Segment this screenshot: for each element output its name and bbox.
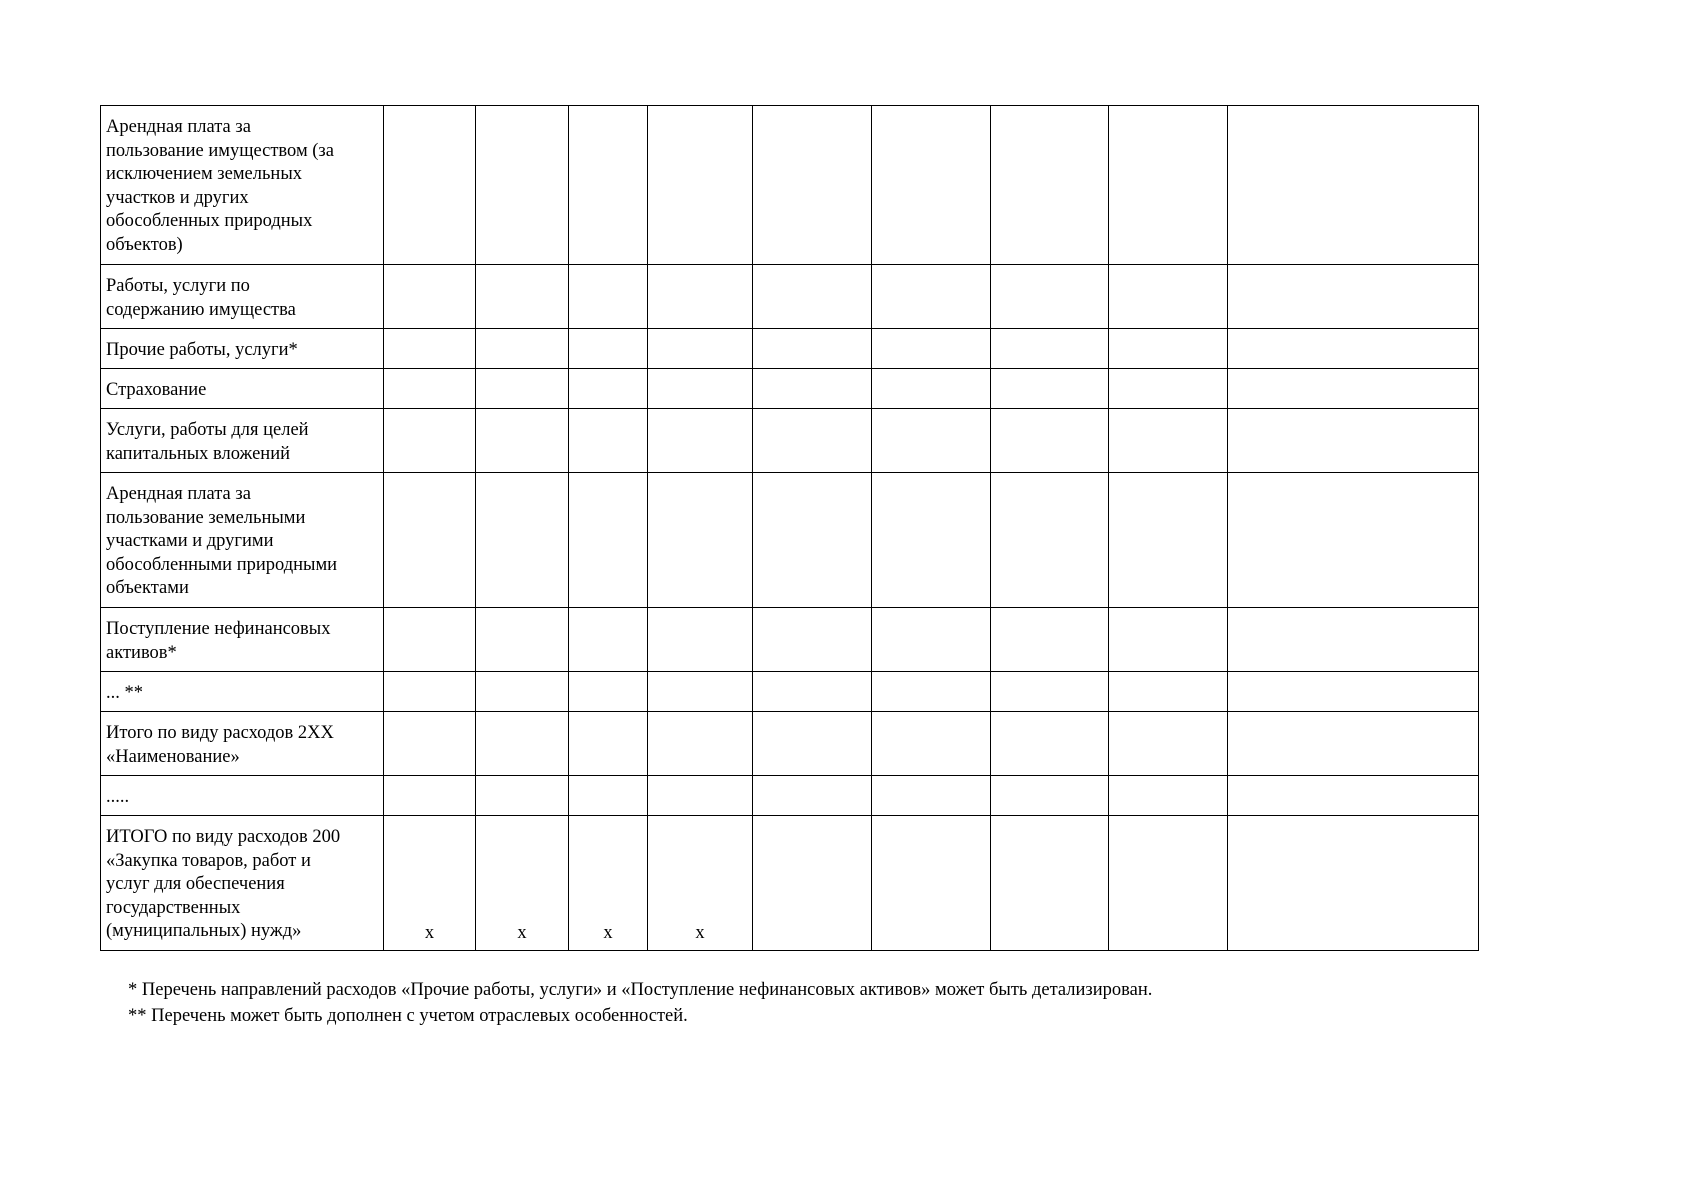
value-cell — [569, 409, 648, 473]
value-cell: x — [476, 816, 569, 951]
value-cell — [476, 608, 569, 672]
row-label-line: Арендная плата за — [106, 117, 251, 137]
value-cell — [872, 265, 991, 329]
value-cell — [569, 608, 648, 672]
row-label-line: объектов) — [106, 234, 183, 255]
value-cell — [1109, 712, 1228, 776]
value-cell — [648, 672, 753, 712]
value-cell — [753, 776, 872, 816]
value-cell — [753, 106, 872, 265]
row-label-cell — [101, 672, 384, 712]
row-label-cell — [101, 776, 384, 816]
value-cell — [872, 608, 991, 672]
value-cell — [476, 265, 569, 329]
value-cell — [476, 672, 569, 712]
expense-table — [100, 105, 1479, 951]
value-cell — [1228, 672, 1479, 712]
value-cell — [384, 776, 476, 816]
row-label-line: «Закупка товаров, работ и — [106, 850, 311, 871]
value-cell — [476, 473, 569, 608]
value-cell — [384, 329, 476, 369]
value-cell — [753, 409, 872, 473]
value-cell — [1109, 106, 1228, 265]
row-label-line: обособленными природными — [106, 554, 338, 575]
value-cell — [648, 473, 753, 608]
value-cell — [569, 369, 648, 409]
row-label-line: (муниципальных) нужд» — [106, 921, 302, 941]
value-cell — [753, 712, 872, 776]
table-row — [101, 409, 1479, 473]
value-cell — [648, 369, 753, 409]
value-cell — [753, 816, 872, 951]
row-label-line: Услуги, работы для целей — [106, 420, 309, 440]
row-label-line: пользование имуществом (за — [106, 140, 334, 161]
value-cell — [476, 106, 569, 265]
value-cell — [872, 409, 991, 473]
table-body — [101, 106, 1479, 951]
value-cell — [872, 672, 991, 712]
value-cell: x — [648, 816, 753, 951]
table-row — [101, 816, 1479, 951]
value-cell — [569, 672, 648, 712]
table-row — [101, 712, 1479, 776]
table-row — [101, 106, 1479, 265]
row-label-line: услуг для обеспечения — [106, 874, 285, 894]
value-cell — [872, 329, 991, 369]
row-label-line: государственных — [106, 897, 241, 918]
row-label-line: ..... — [106, 787, 130, 807]
row-label-line: Поступление нефинансовых — [106, 619, 331, 639]
table-row — [101, 608, 1479, 672]
value-cell — [872, 816, 991, 951]
value-cell — [991, 672, 1109, 712]
value-cell — [991, 776, 1109, 816]
row-label-line: объектами — [106, 578, 189, 598]
value-cell — [753, 473, 872, 608]
value-cell — [1109, 329, 1228, 369]
row-label-cell — [101, 369, 384, 409]
row-label-line: Прочие работы, услуги* — [106, 340, 298, 360]
value-cell — [1109, 776, 1228, 816]
value-cell — [569, 329, 648, 369]
value-cell — [872, 712, 991, 776]
value-cell — [648, 608, 753, 672]
table-row — [101, 776, 1479, 816]
value-cell — [1109, 409, 1228, 473]
value-cell — [476, 776, 569, 816]
row-label-cell — [101, 473, 384, 608]
table-row — [101, 473, 1479, 608]
value-cell — [1109, 672, 1228, 712]
value-cell — [991, 329, 1109, 369]
row-label-line: ... ** — [106, 683, 143, 703]
footnote-1: * Перечень направлений расходов «Прочие работы, услуги» и «Поступление нефинансовых активов» может быть детализирован. — [128, 980, 1153, 1000]
value-cell — [569, 776, 648, 816]
value-cell — [384, 265, 476, 329]
value-cell — [476, 712, 569, 776]
value-cell — [1109, 265, 1228, 329]
value-cell — [1228, 816, 1479, 951]
row-label-line: исключением земельных — [106, 164, 302, 184]
row-label-line: активов* — [106, 642, 177, 663]
value-cell — [648, 106, 753, 265]
value-cell — [1109, 369, 1228, 409]
value-cell: x — [384, 816, 476, 951]
value-cell — [991, 816, 1109, 951]
value-cell — [1109, 608, 1228, 672]
value-cell — [384, 712, 476, 776]
row-label-cell — [101, 816, 384, 951]
value-cell — [569, 265, 648, 329]
value-cell — [991, 608, 1109, 672]
value-cell — [1228, 106, 1479, 265]
row-label-cell — [101, 608, 384, 672]
value-cell — [991, 265, 1109, 329]
value-cell — [648, 329, 753, 369]
value-cell — [1228, 265, 1479, 329]
value-cell — [1228, 369, 1479, 409]
value-cell — [476, 409, 569, 473]
value-cell — [648, 265, 753, 329]
footnotes — [128, 977, 1152, 1029]
row-label-cell — [101, 409, 384, 473]
value-cell — [1228, 409, 1479, 473]
row-label-cell — [101, 329, 384, 369]
value-cell — [991, 473, 1109, 608]
table-row — [101, 329, 1479, 369]
row-label-cell — [101, 106, 384, 265]
value-cell — [991, 106, 1109, 265]
row-label-line: участками и другими — [106, 531, 274, 551]
value-cell — [569, 712, 648, 776]
row-label-line: «Наименование» — [106, 746, 240, 767]
value-cell — [476, 369, 569, 409]
value-cell — [648, 712, 753, 776]
row-label-cell — [101, 265, 384, 329]
row-label-line: ИТОГО по виду расходов 200 — [106, 827, 341, 847]
row-label-cell — [101, 712, 384, 776]
row-label-line: содержанию имущества — [106, 299, 296, 320]
value-cell — [384, 369, 476, 409]
value-cell — [753, 329, 872, 369]
value-cell: x — [569, 816, 648, 951]
value-cell — [991, 712, 1109, 776]
value-cell — [384, 672, 476, 712]
table-row — [101, 369, 1479, 409]
value-cell — [991, 409, 1109, 473]
value-cell — [872, 106, 991, 265]
value-cell — [384, 106, 476, 265]
value-cell — [569, 473, 648, 608]
row-label-line: капитальных вложений — [106, 443, 290, 464]
table-row — [101, 265, 1479, 329]
footnote-2: ** Перечень может быть дополнен с учетом отраслевых особенностей. — [128, 1006, 688, 1026]
value-cell — [1228, 776, 1479, 816]
value-cell — [1228, 473, 1479, 608]
row-label-line: Страхование — [106, 380, 207, 400]
value-cell — [872, 776, 991, 816]
value-cell — [569, 106, 648, 265]
row-label-line: Итого по виду расходов 2ХХ — [106, 723, 334, 743]
value-cell — [1228, 329, 1479, 369]
value-cell — [1109, 816, 1228, 951]
value-cell — [1228, 712, 1479, 776]
value-cell — [476, 329, 569, 369]
value-cell — [753, 369, 872, 409]
row-label-line: Арендная плата за — [106, 484, 251, 504]
row-label-line: обособленных природных — [106, 211, 313, 231]
table-row — [101, 672, 1479, 712]
row-label-line: участков и других — [106, 187, 249, 208]
value-cell — [1109, 473, 1228, 608]
value-cell — [753, 608, 872, 672]
row-label-line: пользование земельными — [106, 507, 306, 528]
row-label-line: Работы, услуги по — [106, 276, 250, 296]
value-cell — [648, 409, 753, 473]
value-cell — [384, 473, 476, 608]
value-cell — [753, 265, 872, 329]
value-cell — [648, 776, 753, 816]
value-cell — [384, 608, 476, 672]
value-cell — [384, 409, 476, 473]
value-cell — [991, 369, 1109, 409]
value-cell — [753, 672, 872, 712]
value-cell — [1228, 608, 1479, 672]
value-cell — [872, 369, 991, 409]
value-cell — [872, 473, 991, 608]
